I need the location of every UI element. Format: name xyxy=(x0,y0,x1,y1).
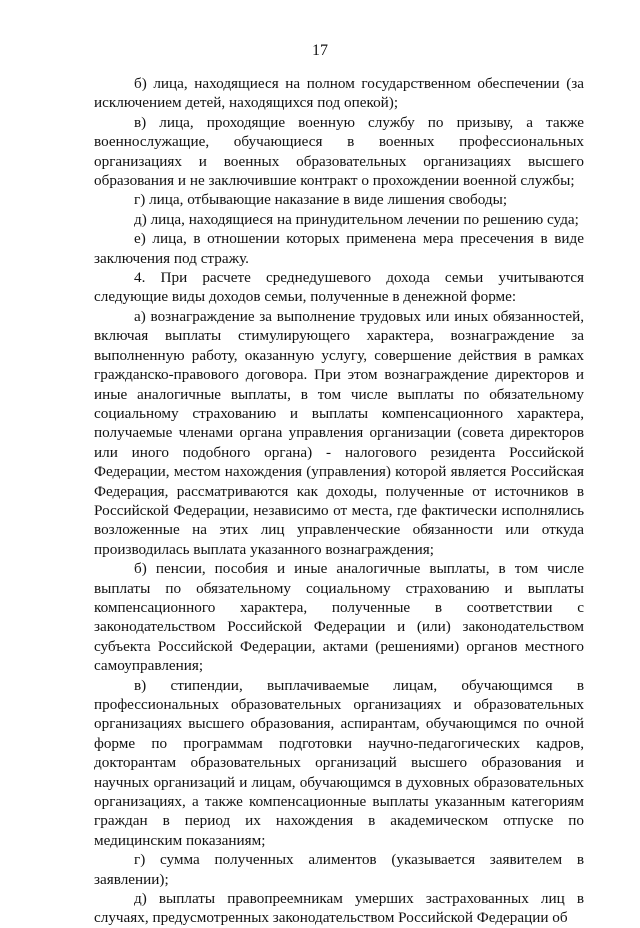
paragraph-4-income-types: 4. При расчете среднедушевого дохода семьи учитываются следующие виды доходов семьи, полученные в денежной форме: xyxy=(94,269,584,306)
paragraph-b-pensions-benefits: б) пенсии, пособия и иные аналогичные выплаты, в том числе выплаты по обязательному социальному страхованию и выплаты компенсационного характера, полученные в соответствии с законодательством Российской Федерации и (или) законодательством субъекта Российской Федерации, актами (решениями) органов местного самоуправления; xyxy=(94,560,584,675)
paragraph-d-successor-payments: д) выплаты правопреемникам умерших застрахованных лиц в случаях, предусмотренных законодательством Российской Федерации об xyxy=(94,890,584,927)
paragraph-e-detention: е) лица, в отношении которых применена мера пресечения в виде заключения под стражу. xyxy=(94,230,584,267)
paragraph-v-military-service: в) лица, проходящие военную службу по призыву, а также военнослужащие, обучающиеся в военных профессиональных организациях и военных образовательных организациях высшего образования и не заключившие контракт о прохождении военной службы; xyxy=(94,113,584,190)
page-number: 17 xyxy=(312,42,328,59)
paragraph-g-imprisonment: г) лица, отбывающие наказание в виде лишения свободы; xyxy=(134,191,508,209)
paragraph-g-alimony: г) сумма полученных алиментов (указывается заявителем в заявлении); xyxy=(94,851,584,888)
document-body xyxy=(94,74,584,928)
paragraph-b-persons-state-support: б) лица, находящиеся на полном государственном обеспечении (за исключением детей, находящихся под опекой); xyxy=(94,75,584,112)
paragraph-v-scholarships: в) стипендии, выплачиваемые лицам, обучающимся в профессиональных образовательных организациях и образовательных организациях высшего образования, аспирантам, обучающимся по очной форме по программам подготовки научно-педагогических кадров, докторантам образовательных организаций высшего образования и научных организаций и лицам, обучающимся в духовных образовательных организациях, а также компенсационные выплаты указанным категориям граждан в период их нахождения в академическом отпуске по медицинским показаниям; xyxy=(94,676,584,849)
paragraph-a-remuneration: а) вознаграждение за выполнение трудовых или иных обязанностей, включая выплаты стимулирующего характера, вознаграждение за выполненную работу, оказанную услугу, совершение действия в рамках гражданско-правового договора. При этом вознаграждение директоров и иные аналогичные выплаты, в том числе выплаты по обязательному социальному страхованию и выплаты компенсационного характера, получаемые членами органа управления организации (совета директоров или иного подобного органа) - налогового резидента Российской Федерации, местом нахождения (управления) которой является Российская Федерация, рассматриваются как доходы, полученные от источников в Российской Федерации, независимо от места, где фактически исполнялись возложенные на этих лиц управленческие обязанности или откуда производилась выплата указанного вознаграждения; xyxy=(94,307,584,558)
paragraph-d-compulsory-treatment: д) лица, находящиеся на принудительном лечении по решению суда; xyxy=(134,210,579,228)
